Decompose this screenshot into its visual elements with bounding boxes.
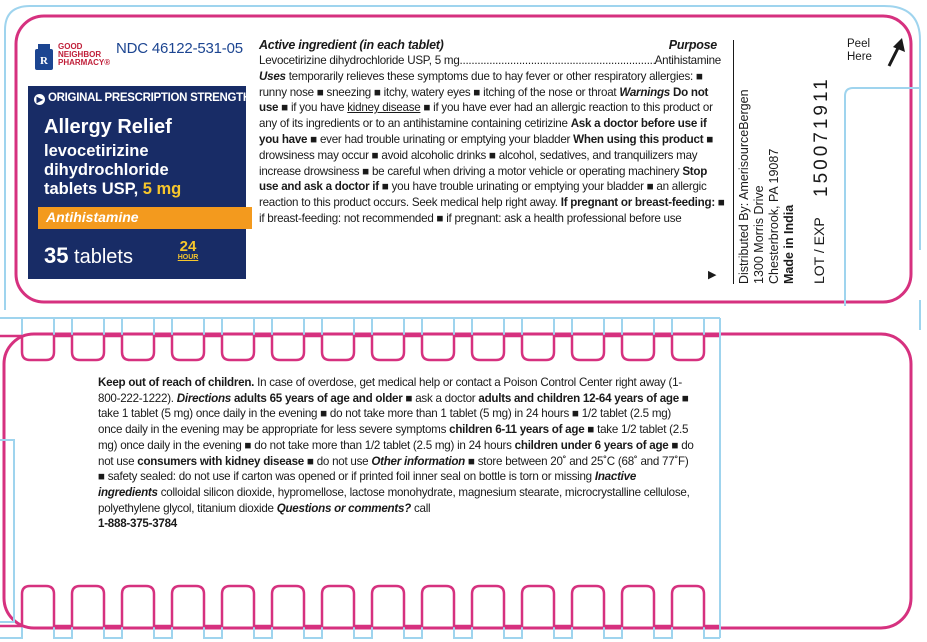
peel-here-label[interactable] (847, 38, 872, 64)
strength-tag (34, 92, 251, 105)
product-name: Allergy Relief (44, 116, 172, 138)
adults-65-text: ■ ask a doctor (405, 391, 476, 405)
brand-name: GOOD NEIGHBOR PHARMACY® (58, 42, 111, 67)
product-panel (28, 86, 251, 279)
category-label: Antihistamine (46, 209, 139, 225)
distributor-block (737, 89, 797, 284)
divider (733, 40, 734, 284)
inactive-text: colloidal silicon dioxide, hypromellose, lactose monohydrate, magnesium stearate, microcrystalline cellulose, polyethylene glycol, titanium dioxide (98, 485, 690, 515)
inactive-heading: Inactive ingredients (98, 470, 637, 499)
under-6-heading: children under 6 years of age (514, 438, 669, 452)
questions-text: call (413, 501, 431, 515)
leader-dots (460, 53, 655, 69)
active-ingredient-heading: Active ingredient (in each tablet) (259, 38, 444, 52)
distributor-city: Chesterbrook, PA 19087 (767, 148, 781, 284)
facts-body (259, 69, 729, 227)
generic-line-1: levocetirizine (44, 142, 149, 160)
warnings-heading: Warnings (619, 85, 670, 99)
drug-facts (259, 38, 729, 227)
active-ingredient-row (259, 53, 729, 69)
keep-out-heading: Keep out of reach of children. (98, 376, 255, 389)
badge-unit: HOUR (177, 254, 199, 261)
upc-number: 150071911 (811, 76, 832, 197)
phone-number: 1-888-375-3784 (98, 517, 178, 531)
do-not-use-pre: ■ if you have (281, 101, 345, 115)
lot-exp: LOT / EXP (811, 217, 827, 284)
uses-text: temporarily relieves these symptoms due to hay fever or other respiratory allergies: ■ runny nose ■ sneezing ■ itchy, watery eyes ■ itching of the nose or throat (259, 69, 703, 99)
badge-number: 24 (179, 238, 197, 255)
play-circle-icon: ▶ (34, 94, 45, 105)
count-number: 35 (44, 243, 69, 268)
distributor-street: 1300 Morris Drive (752, 185, 766, 284)
top-scallop-accent (0, 336, 720, 360)
bottom-scallop-accent (0, 586, 720, 626)
tablet-count (44, 243, 133, 269)
when-using-heading: When using this product (573, 132, 704, 146)
under-6-text: ■ do not use (98, 438, 694, 468)
do-not-use-heading: Do not use (259, 85, 709, 115)
uses-heading: Uses (259, 69, 286, 83)
children-6-11-text: ■ take 1/2 tablet (2.5 mg) once daily in the evening ■ do not take more than 1/2 tablet (2.5 mg) in 24 hours (98, 423, 689, 452)
adults-12-64-heading: adults and children 12-64 years of age (478, 391, 679, 405)
svg-text:R: R (40, 55, 48, 67)
strength-tag-text: ORIGINAL PRESCRIPTION STRENGTH (48, 92, 251, 104)
top-scallop-strip (0, 318, 720, 360)
ndc-number: NDC 46122-531-05 (116, 40, 243, 57)
other-info-heading: Other information (371, 454, 465, 468)
bottom-scallop-strip (0, 586, 720, 638)
generic-line-2: dihydrochloride (44, 161, 169, 179)
generic-form: tablets USP, (44, 180, 139, 198)
pharmacy-bottle-icon (34, 44, 54, 70)
pregnant-text: ■ if breast-feeding: not recommended ■ if pregnant: ask a health professional before use (259, 196, 725, 225)
dose-strength: 5 mg (142, 180, 182, 198)
peel-line (845, 88, 920, 306)
pregnant-heading: If pregnant or breast-feeding: (560, 196, 715, 210)
facts-header (259, 38, 729, 53)
kidney-text: ■ do not use (306, 454, 369, 468)
adults-12-64-text: ■ take 1 tablet (5 mg) once daily in the evening ■ do not take more than 1 tablet (5 mg) in 24 hours ■ 1/2 tablet (2.5 mg) once daily in the evening may be appropriate for less severe symptoms (98, 391, 689, 437)
kidney-heading: consumers with kidney disease (137, 454, 304, 468)
peel-text-1: Peel (847, 38, 871, 50)
brand-logo (34, 38, 114, 78)
children-6-11-heading: children 6-11 years of age (449, 423, 585, 437)
generic-line-3 (44, 180, 244, 199)
questions-heading: Questions or comments? (276, 501, 411, 515)
adults-65-heading: adults 65 years of age and older (233, 391, 403, 405)
stop-use-heading: Stop use and ask a doctor if (259, 164, 708, 194)
keep-out-text: In case of overdose, get medical help or contact a Poison Control Center right away (1-800-222-1222). (98, 376, 682, 405)
other-info-text: ■ store between 20˚ and 25˚C (68˚ and 77˚F) ■ safety sealed: do not use if carton was opened or if printed foil inner seal on bottle is torn or missing (98, 454, 689, 484)
continue-arrow-icon: ▶ (708, 269, 717, 281)
stop-use-text: ■ you have trouble urinating or emptying your bladder ■ an allergic reaction to this product occurs. Seek medical help right away. (259, 180, 707, 210)
directions-heading: Directions (176, 391, 231, 405)
kidney-disease-text: kidney disease (347, 101, 421, 115)
distributor-name: Distributed By: AmerisourceBergen (737, 89, 751, 284)
ask-doctor-text: ■ ever had trouble urinating or emptying your bladder (310, 132, 571, 146)
peel-text-2: Here (847, 51, 872, 63)
bottom-panel-text (98, 375, 698, 532)
count-unit: tablets (74, 246, 133, 268)
active-purpose: Antihistamine (654, 54, 721, 67)
generic-name (44, 142, 244, 199)
when-using-text: ■ drowsiness may occur ■ avoid alcoholic drinks ■ alcohol, sedatives, and tranquilizers may increase drowsiness ■ be careful when driving a motor vehicle or operating machinery (259, 132, 714, 178)
ask-doctor-heading: Ask a doctor before use if you have (259, 117, 707, 146)
left-tab-outline (0, 440, 14, 622)
do-not-use-text: ■ if you have ever had an allergic reaction to this product or any of its ingredients or to an antihistamine containing cetirizine (259, 101, 713, 131)
peel-arrow-icon (884, 38, 906, 68)
24-hour-badge (172, 239, 204, 262)
active-ingredient: Levocetirizine dihydrochloride USP, 5 mg (259, 54, 460, 67)
made-in-country: Made in India (782, 204, 796, 284)
category-banner (38, 207, 252, 229)
purpose-heading: Purpose (668, 38, 717, 52)
